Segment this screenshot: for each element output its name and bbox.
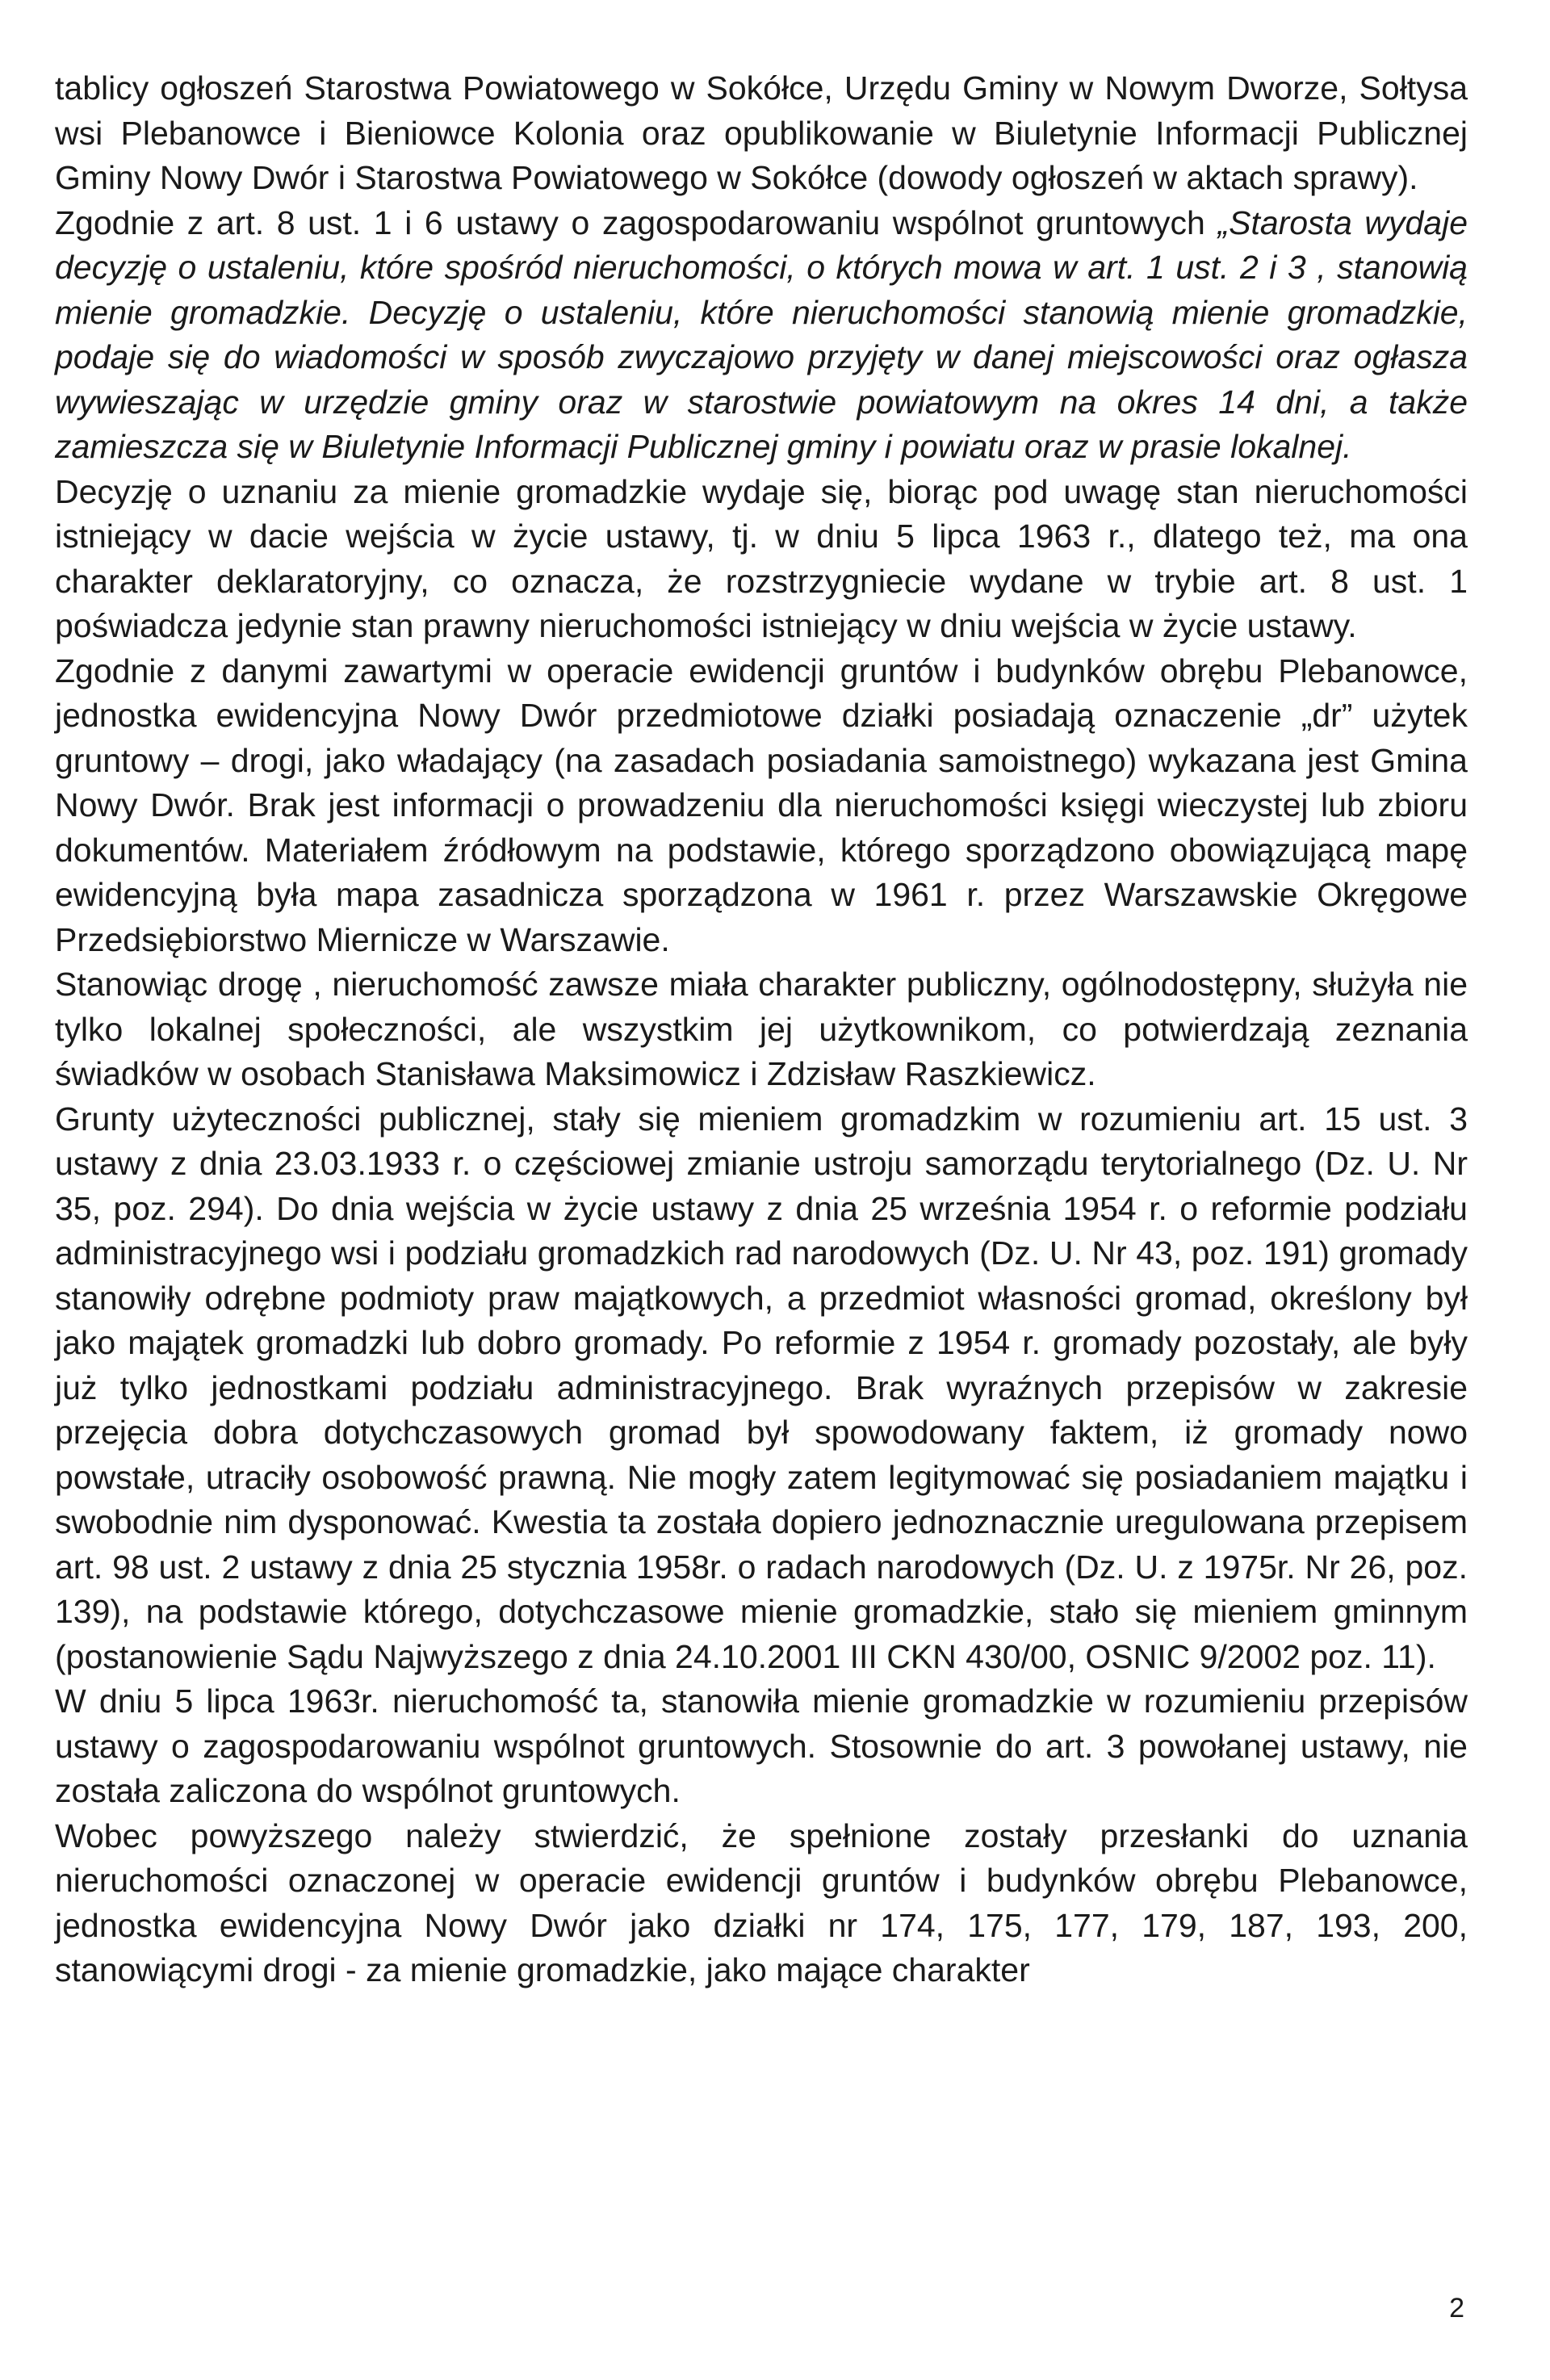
paragraph-status-1963: W dniu 5 lipca 1963r. nieruchomość ta, stanowiła mienie gromadzkie w rozumieniu przepisów ustawy o zagospodarowaniu wspólnot gruntowych. Stosownie do art. 3 powołanej ustawy, nie została zaliczona do wspólnot gruntowych.: [55, 1682, 1468, 1809]
paragraph-announcement-places: tablicy ogłoszeń Starostwa Powiatowego w Sokółce, Urzędu Gminy w Nowym Dworze, Sołtysa wsi Plebanowce i Bieniowce Kolonia oraz opublikowanie w Biuletynie Informacji Publicznej Gminy Nowy Dwór i Starostwa Powiatowego w Sokółce (dowody ogłoszeń w aktach sprawy).: [55, 69, 1468, 196]
paragraph-legal-basis: [55, 201, 1468, 470]
paragraph-legal-history: Grunty użyteczności publicznej, stały się mieniem gromadzkim w rozumieniu art. 15 ust. 3 ustawy z dnia 23.03.1933 r. o częściowej zmianie ustroju samorządu terytorialnego (Dz. U. Nr 35, poz. 294). Do dnia wejścia w życie ustawy z dnia 25 września 1954 r. o reformie podziału administracyjnego wsi i podziału gromadzkich rad narodowych (Dz. U. Nr 43, poz. 191) gromady stanowiły odrębne podmioty praw majątkowych, a przedmiot własności gromad, określony był jako majątek gromadzki lub dobro gromady. Po reformie z 1954 r. gromady pozostały, ale były już tylko jednostkami podziału administracyjnego. Brak wyraźnych przepisów w zakresie przejęcia dobra dotychczasowych gromad był spowodowany faktem, iż gromady nowo powstałe, utraciły osobowość prawną. Nie mogły zatem legitymować się posiadaniem majątku i swobodnie nim dysponować. Kwestia ta została dopiero jednoznacznie uregulowana przepisem art. 98 ust. 2 ustawy z dnia 25 stycznia 1958r. o radach narodowych (Dz. U. z 1975r. Nr 26, poz. 139), na podstawie którego, dotychczasowe mienie gromadzkie, stało się mieniem gminnym (postanowienie Sądu Najwyższego z dnia 24.10.2001 III CKN 430/00, OSNIC 9/2002 poz. 11).: [55, 1100, 1468, 1675]
document-page: [55, 66, 1468, 1993]
paragraph-declaratory-nature: Decyzję o uznaniu za mienie gromadzkie wydaje się, biorąc pod uwagę stan nieruchomości istniejący w dacie wejścia w życie ustawy, tj. w dniu 5 lipca 1963 r., dlatego też, ma ona charakter deklaratoryjny, co oznacza, że rozstrzygniecie wydane w trybie art. 8 ust. 1 poświadcza jedynie stan prawny nieruchomości istniejący w dniu wejścia w życie ustawy.: [55, 472, 1468, 644]
statute-quote: „Starosta wydaje decyzję o ustaleniu, które spośród nieruchomości, o których mowa w art. 1 ust. 2 i 3 , stanowią mienie gromadzkie. Decyzję o ustaleniu, które nieruchomości stanowią mienie gromadzkie, podaje się do wiadomości w sposób zwyczajowo przyjęty w danej miejscowości oraz ogłasza wywieszając w urzędzie gminy oraz w starostwie powiatowym na okres 14 dni, a także zamieszcza się w Biuletynie Informacji Publicznej gminy i powiatu oraz w prasie lokalnej.: [55, 203, 1468, 465]
legal-basis-intro: Zgodnie z art. 8 ust. 1 i 6 ustawy o zagospodarowaniu wspólnot gruntowych: [55, 203, 1218, 241]
paragraph-conclusion: Wobec powyższego należy stwierdzić, że spełnione zostały przesłanki do uznania nieruchomości oznaczonej w operacie ewidencji gruntów i budynków obrębu Plebanowce, jednostka ewidencyjna Nowy Dwór jako działki nr 174, 175, 177, 179, 187, 193, 200, stanowiącymi drogi - za mienie gromadzkie, jako mające charakter: [55, 1816, 1468, 1988]
paragraph-public-road: Stanowiąc drogę , nieruchomość zawsze miała charakter publiczny, ogólnodostępny, służyła nie tylko lokalnej społeczności, ale wszystkim jej użytkownikom, co potwierdzają zeznania świadków w osobach Stanisława Maksimowicz i Zdzisław Raszkiewicz.: [55, 966, 1468, 1092]
paragraph-land-registry-data: Zgodnie z danymi zawartymi w operacie ewidencji gruntów i budynków obrębu Plebanowce, jednostka ewidencyjna Nowy Dwór przedmiotowe działki posiadają oznaczenie „dr” użytek gruntowy – drogi, jako władający (na zasadach posiadania samoistnego) wykazana jest Gmina Nowy Dwór. Brak jest informacji o prowadzeniu dla nieruchomości księgi wieczystej lub zbioru dokumentów. Materiałem źródłowym na podstawie, którego sporządzono obowiązującą mapę ewidencyjną była mapa zasadnicza sporządzona w 1961 r. przez Warszawskie Okręgowe Przedsiębiorstwo Miernicze w Warszawie.: [55, 652, 1468, 958]
page-number: 2: [1449, 2293, 1464, 2323]
